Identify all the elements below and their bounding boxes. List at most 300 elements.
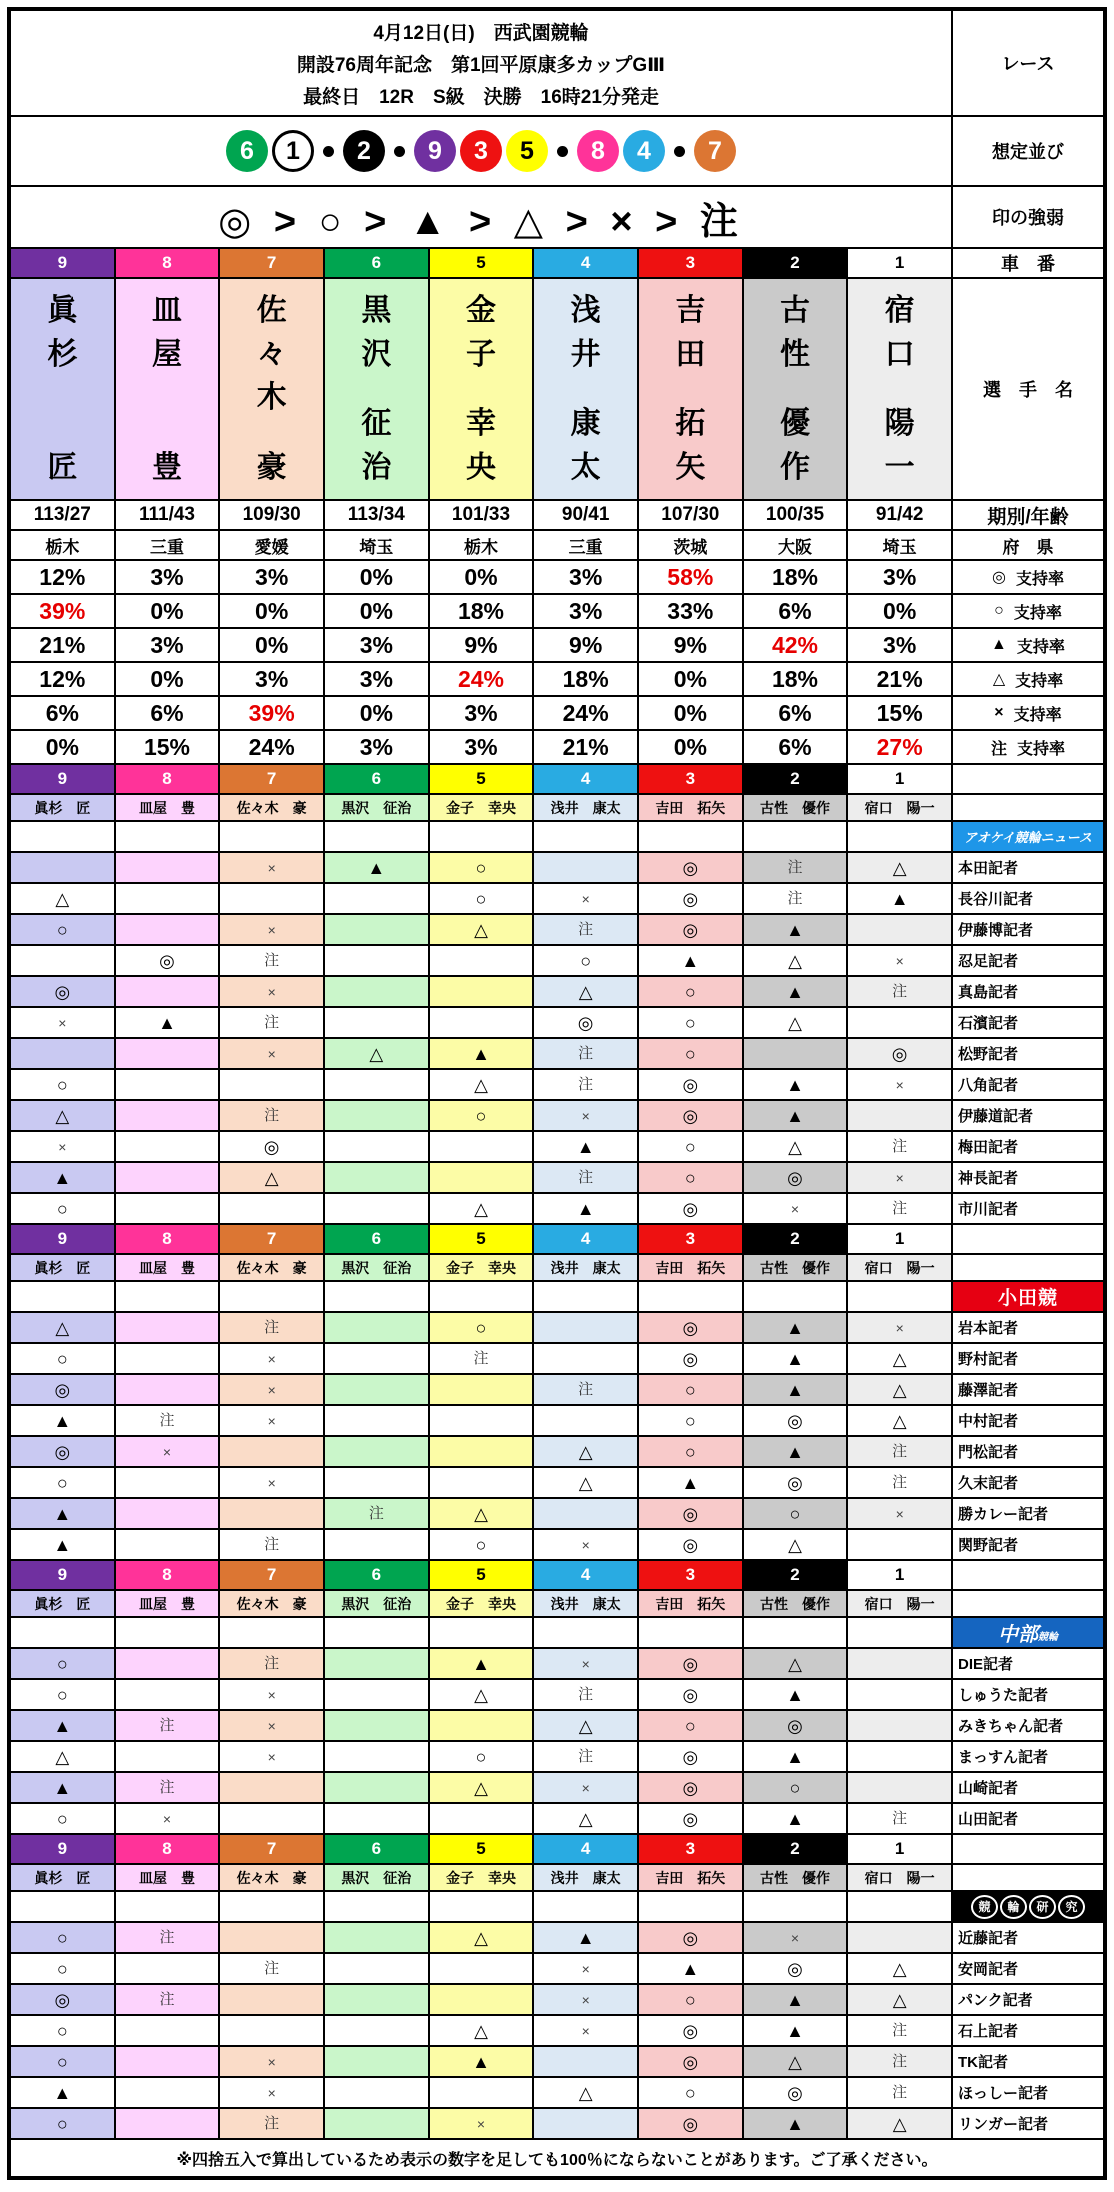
rider-name-3 [639,279,744,501]
given-name [885,402,915,489]
mark-cell-car-4 [534,2109,639,2140]
prediction-mark: ▲ [681,950,700,971]
prediction-mark: 注 [264,2115,280,2132]
prediction-mark: 注 [578,1748,594,1765]
logo-row-blank-cell [116,822,221,853]
section-rider-name-4: 浅井 康太 [534,795,639,822]
mark-cell-car-7 [220,1163,325,1194]
mark-cell-car-5 [430,1711,535,1742]
section-name-label [953,1591,1103,1618]
prediction-mark: ▲ [786,1074,804,1095]
mark-cell-car-7 [220,1649,325,1680]
section-rider-name-7: 佐々木 豪 [220,1255,325,1282]
mark-cell-car-5 [430,2078,535,2109]
section-rider-name-2: 古性 優作 [744,1865,849,1892]
logo-badge-char: 研 [1029,1895,1056,1919]
name-char: 杉 [47,337,78,371]
mark-cell-car-5 [430,1039,535,1070]
support-rate-cell [744,629,849,663]
name-char: 性 [779,337,810,371]
reporter-row [11,915,1103,946]
prediction-mark: × [267,1686,276,1703]
prediction-mark: 注 [892,1810,908,1827]
prediction-mark: ○ [56,1472,68,1493]
section-rider-name-3: 吉田 拓矢 [639,795,744,822]
logo-badge-char: 輪 [1000,1895,1027,1919]
rider-name-7 [220,279,325,501]
reporter-row [11,1008,1103,1039]
prediction-mark: 注 [578,921,594,938]
support-rate-value: 9% [464,631,498,658]
period-age-4: 90/41 [534,501,639,531]
mark-cell-car-5 [430,1406,535,1437]
mark-cell-car-6 [325,977,430,1008]
support-rate-value: 15% [143,733,191,760]
prediction-mark: ○ [684,1410,696,1431]
prediction-mark: △ [264,1167,279,1188]
given-name [780,402,810,489]
support-rate-cell [639,629,744,663]
reporter-row [11,1711,1103,1742]
support-rate-cell [534,629,639,663]
prediction-mark: ◎ [682,1808,699,1829]
prediction-mark: ◎ [682,1534,699,1555]
mark-cell-car-9 [11,1468,116,1499]
section-rider-name-5: 金子 幸央 [430,1255,535,1282]
car-number-9: 9 [11,249,116,279]
prediction-mark: ◎ [787,1410,803,1431]
prediction-mark: × [581,1779,590,1796]
car-number-4: 4 [534,1225,639,1255]
prediction-mark: △ [578,1808,593,1829]
mark-cell-car-7 [220,884,325,915]
mark-cell-car-4 [534,1008,639,1039]
mark-cell-car-4 [534,1923,639,1954]
lineup-car-8: 8 [577,130,619,172]
reporter-row [11,1132,1103,1163]
reporter-row [11,1375,1103,1406]
rider-name-6 [325,279,430,501]
support-rate-cell [848,663,953,697]
support-rate-cell [220,595,325,629]
mark-cell-car-6 [325,1194,430,1225]
mark-cell-car-1 [848,1132,953,1163]
support-rate-label [953,561,1103,595]
mark-cell-car-6 [325,1468,430,1499]
reporter-name: みきちゃん記者 [953,1711,1103,1742]
support-rate-cell [116,561,221,595]
support-rate-value: 0% [359,699,393,726]
mark-cell-car-4 [534,1711,639,1742]
logo-row-blank-cell [116,1618,221,1649]
support-rate-value: 39% [248,699,295,726]
name-char: 央 [465,450,496,484]
mark-cell-car-7 [220,1344,325,1375]
prediction-mark: ▲ [786,981,804,1002]
car-number-7: 7 [220,249,325,279]
name-char: 沢 [361,337,392,371]
reporter-name: DIE記者 [953,1649,1103,1680]
lineup-separator-dot [323,146,334,157]
mark-cell-car-9 [11,2078,116,2109]
prediction-mark: ▲ [472,2051,490,2072]
car-number-9: 9 [11,1561,116,1591]
mark-cell-car-4 [534,2047,639,2078]
support-rate-value: 9% [569,631,603,658]
aokei-logo: アオケイ競輪ニュース [953,822,1103,851]
mark-cell-car-3 [639,1375,744,1406]
mark-cell-car-8 [116,1954,221,1985]
reporter-row [11,2047,1103,2078]
prediction-mark: ▲ [786,1989,804,2010]
mark-cell-car-1 [848,1773,953,1804]
reporter-name: 市川記者 [953,1194,1103,1225]
support-rate-value: 12% [39,563,86,590]
logo-row-blank-cell [744,1892,849,1923]
mark-cell-car-2 [744,1985,849,2016]
section-rider-name-3: 吉田 拓矢 [639,1591,744,1618]
mark-cell-car-8 [116,853,221,884]
logo-row-blank-cell [430,1618,535,1649]
mark-cell-car-4 [534,977,639,1008]
given-name [257,446,287,490]
support-rate-value: 6% [778,699,812,726]
race-info [11,11,953,117]
prediction-mark: ▲ [472,1043,490,1064]
mark-cell-car-3 [639,1344,744,1375]
mark-cell-car-4 [534,1163,639,1194]
given-name [466,402,496,489]
mark-cell-car-4 [534,1132,639,1163]
mark-cell-car-3 [639,884,744,915]
mark-cell-car-7 [220,1530,325,1561]
car-number-label [953,1225,1103,1255]
mark-cell-car-2 [744,1163,849,1194]
support-rate-cell [639,595,744,629]
race-title: 開設76周年記念 第1回平原康多カップGⅢ [296,54,666,76]
prediction-mark: ◎ [682,1317,699,1338]
mark-cell-car-1 [848,1437,953,1468]
support-rate-cell [11,697,116,731]
mark-cell-car-9 [11,1194,116,1225]
name-char: 征 [361,407,392,440]
mark-strength-row [11,187,1103,249]
prediction-mark: × [267,983,276,1000]
prediction-mark: × [58,1014,67,1031]
mark-cell-car-9 [11,1375,116,1406]
mark-cell-car-5 [430,1923,535,1954]
period-age-1: 91/42 [848,501,953,531]
mark-cell-car-7 [220,1680,325,1711]
mark-cell-car-4 [534,1101,639,1132]
mark-cell-car-6 [325,1649,430,1680]
rider-name-8 [116,279,221,501]
support-rate-cell [534,663,639,697]
support-rate-cell [220,697,325,731]
mark-cell-car-8 [116,1344,221,1375]
given-name [675,402,705,489]
kenkyu-logo [953,1892,1103,1921]
support-rate-value: 0% [883,597,917,624]
support-rate-cell [848,595,953,629]
support-rate-cell [116,697,221,731]
support-rate-cell [848,629,953,663]
mark-cell-car-5 [430,1954,535,1985]
section-rider-name-3: 吉田 拓矢 [639,1865,744,1892]
lineup-label: 想定並び [953,117,1103,187]
mark-cell-car-9 [11,1711,116,1742]
logo-main-text: 中部 [997,1624,1038,1646]
prediction-mark: ◎ [787,1715,803,1736]
prediction-mark: ◎ [682,1105,699,1126]
support-rate-value: 58% [667,563,714,590]
support-rate-cell [325,629,430,663]
prediction-mark: 注 [578,1169,594,1186]
support-rate-value: 21% [562,733,609,760]
support-rate-cell [325,697,430,731]
prediction-mark: △ [788,1653,802,1674]
mark-cell-car-6 [325,1742,430,1773]
car-number-6: 6 [325,1225,430,1255]
prediction-mark: △ [892,1410,907,1431]
prediction-mark: ▲ [786,1441,804,1462]
mark-cell-car-3 [639,1313,744,1344]
prefecture-7: 愛媛 [220,531,325,561]
oda-logo: 小田競 [953,1282,1103,1311]
mark-cell-car-5 [430,1499,535,1530]
support-rate-cell [639,561,744,595]
mark-cell-car-7 [220,1468,325,1499]
period-age-6: 113/34 [325,501,430,531]
reporter-row [11,884,1103,915]
name-char: 田 [675,337,706,371]
mark-cell-car-4 [534,1499,639,1530]
section-rider-name-4: 浅井 康太 [534,1865,639,1892]
prediction-mark: ◎ [682,1653,699,1674]
mark-cell-car-8 [116,1194,221,1225]
mark-cell-car-6 [325,1680,430,1711]
mark-cell-car-8 [116,1649,221,1680]
race-info-row [11,11,1103,117]
support-rate-label [953,663,1103,697]
prediction-mark: × [895,1169,904,1186]
support-rate-row [11,561,1103,595]
prefecture-6: 埼玉 [325,531,430,561]
mark-cell-car-2 [744,1499,849,1530]
prediction-mark: △ [474,1198,488,1219]
mark-cell-car-4 [534,1680,639,1711]
prediction-mark: 注 [578,1686,594,1703]
mark-cell-car-4 [534,1070,639,1101]
mark-cell-car-7 [220,1773,325,1804]
prediction-mark: × [267,921,276,938]
support-rate-cell [744,731,849,765]
reporter-row [11,1070,1103,1101]
prefecture-3: 茨城 [639,531,744,561]
mark-cell-car-3 [639,1530,744,1561]
car-number-7: 7 [220,1835,325,1865]
support-rate-value: 3% [255,563,289,590]
mark-cell-car-8 [116,1742,221,1773]
mark-cell-car-9 [11,1499,116,1530]
prediction-mark: △ [578,1472,593,1493]
rider-names-row [11,279,1103,501]
name-char: 黒 [361,294,392,327]
mark-cell-car-9 [11,2109,116,2140]
keirin-prediction-sheet [7,7,1107,2180]
mark-cell-car-4 [534,1375,639,1406]
lineup-car-7: 7 [694,130,736,172]
mark-cell-car-3 [639,915,744,946]
prediction-mark: ◎ [682,1074,699,1095]
mark-cell-car-6 [325,1163,430,1194]
mark-cell-car-1 [848,1163,953,1194]
mark-cell-car-8 [116,1530,221,1561]
mark-cell-car-2 [744,1008,849,1039]
reporter-row [11,2109,1103,2140]
car-number-7: 7 [220,765,325,795]
reporter-row [11,1313,1103,1344]
mark-cell-car-4 [534,1649,639,1680]
mark-cell-car-1 [848,1985,953,2016]
mark-cell-car-3 [639,1711,744,1742]
mark-cell-car-9 [11,1008,116,1039]
mark-cell-car-8 [116,1711,221,1742]
prediction-mark: ○ [475,1105,487,1126]
support-rate-value: 18% [457,597,505,624]
prediction-mark: △ [474,1777,488,1798]
prediction-mark: × [581,1960,590,1977]
rate-mark-○: ○ [994,602,1004,619]
mark-cell-car-5 [430,977,535,1008]
prediction-mark: △ [788,1136,802,1157]
prediction-mark: 注 [578,1381,594,1398]
support-rate-cell [430,697,535,731]
mark-cell-car-1 [848,1194,953,1225]
reporter-row [11,1499,1103,1530]
mark-cell-car-3 [639,1985,744,2016]
logo-row-blank-cell [325,822,430,853]
logo-row-blank-cell [116,1282,221,1313]
reporter-row [11,1742,1103,1773]
given-name [361,402,391,489]
mark-cell-car-6 [325,1711,430,1742]
prediction-mark: 注 [892,2022,908,2039]
prediction-mark: ▲ [53,1777,72,1798]
mark-cell-car-7 [220,2109,325,2140]
mark-cell-car-1 [848,1406,953,1437]
section-rider-name-9: 眞杉 匠 [11,1255,116,1282]
mark-cell-car-9 [11,1923,116,1954]
prediction-mark: × [895,952,904,969]
mark-cell-car-6 [325,946,430,977]
mark-cell-car-3 [639,1070,744,1101]
mark-cell-car-2 [744,1773,849,1804]
prediction-mark: × [267,1045,276,1062]
mark-cell-car-5 [430,1132,535,1163]
section-rider-name-2: 古性 優作 [744,1255,849,1282]
car-number-8: 8 [116,1561,221,1591]
mark-cell-car-5 [430,1194,535,1225]
support-rate-value: 3% [569,563,603,590]
support-rate-value: 0% [255,631,289,658]
mark-cell-car-7 [220,2078,325,2109]
prediction-mark: ◎ [54,1379,71,1400]
support-rate-value: 3% [359,631,393,658]
mark-cell-car-9 [11,1313,116,1344]
mark-cell-car-3 [639,1468,744,1499]
prediction-mark: × [581,890,590,907]
section-rider-name-8: 皿屋 豊 [116,1255,221,1282]
prediction-mark: × [58,1138,67,1155]
section-rider-name-5: 金子 幸央 [430,795,535,822]
prediction-mark: ▲ [786,1746,804,1767]
support-rate-row [11,629,1103,663]
car-number-3: 3 [639,765,744,795]
section-rider-name-1: 宿口 陽一 [848,1255,953,1282]
mark-cell-car-8 [116,977,221,1008]
prediction-mark: ○ [789,1777,801,1798]
mark-cell-car-1 [848,2078,953,2109]
prediction-mark: × [895,1076,904,1093]
car-number-2: 2 [744,1561,849,1591]
mark-cell-car-5 [430,1742,535,1773]
rate-label-text: 支持率 [1013,706,1062,724]
name-char: 々 [256,337,287,371]
mark-cell-car-7 [220,1008,325,1039]
mark-cell-car-4 [534,1437,639,1468]
mark-cell-car-9 [11,853,116,884]
mark-cell-car-3 [639,1923,744,1954]
mark-cell-car-9 [11,1039,116,1070]
reporter-row [11,1985,1103,2016]
reporter-name: 八角記者 [953,1070,1103,1101]
mark-cell-car-3 [639,1008,744,1039]
reporter-row [11,1530,1103,1561]
support-rate-row [11,663,1103,697]
support-rate-value: 24% [248,733,295,760]
name-char: 太 [570,450,601,484]
surname [47,289,77,376]
mark-cell-car-2 [744,1132,849,1163]
reporter-row [11,1468,1103,1499]
prediction-mark: ○ [56,2113,68,2134]
prediction-mark: ◎ [682,1746,699,1767]
prediction-mark: △ [578,981,593,1002]
car-number-1: 1 [848,1561,953,1591]
surname [780,289,810,376]
mark-cell-car-3 [639,1804,744,1835]
car-number-5: 5 [430,765,535,795]
mark-cell-car-6 [325,1804,430,1835]
support-rate-cell [534,697,639,731]
lineup-car-2: 2 [343,130,385,172]
mark-cell-car-6 [325,853,430,884]
mark-cell-car-8 [116,2016,221,2047]
mark-cell-car-3 [639,1649,744,1680]
prediction-mark: ○ [684,1715,696,1736]
section-rider-name-9: 眞杉 匠 [11,1591,116,1618]
prediction-mark: ○ [684,1441,696,1462]
prediction-mark: ◎ [682,1684,699,1705]
prediction-mark: ▲ [576,1136,595,1157]
car-number-6: 6 [325,1561,430,1591]
mark-cell-car-3 [639,1039,744,1070]
prediction-mark: ▲ [53,1715,72,1736]
prediction-mark: 注 [892,1200,908,1217]
mark-strength-order: ◎ > ○ > ▲ > △ > × > 注 [11,187,953,249]
logo-row-blank-cell [848,1618,953,1649]
